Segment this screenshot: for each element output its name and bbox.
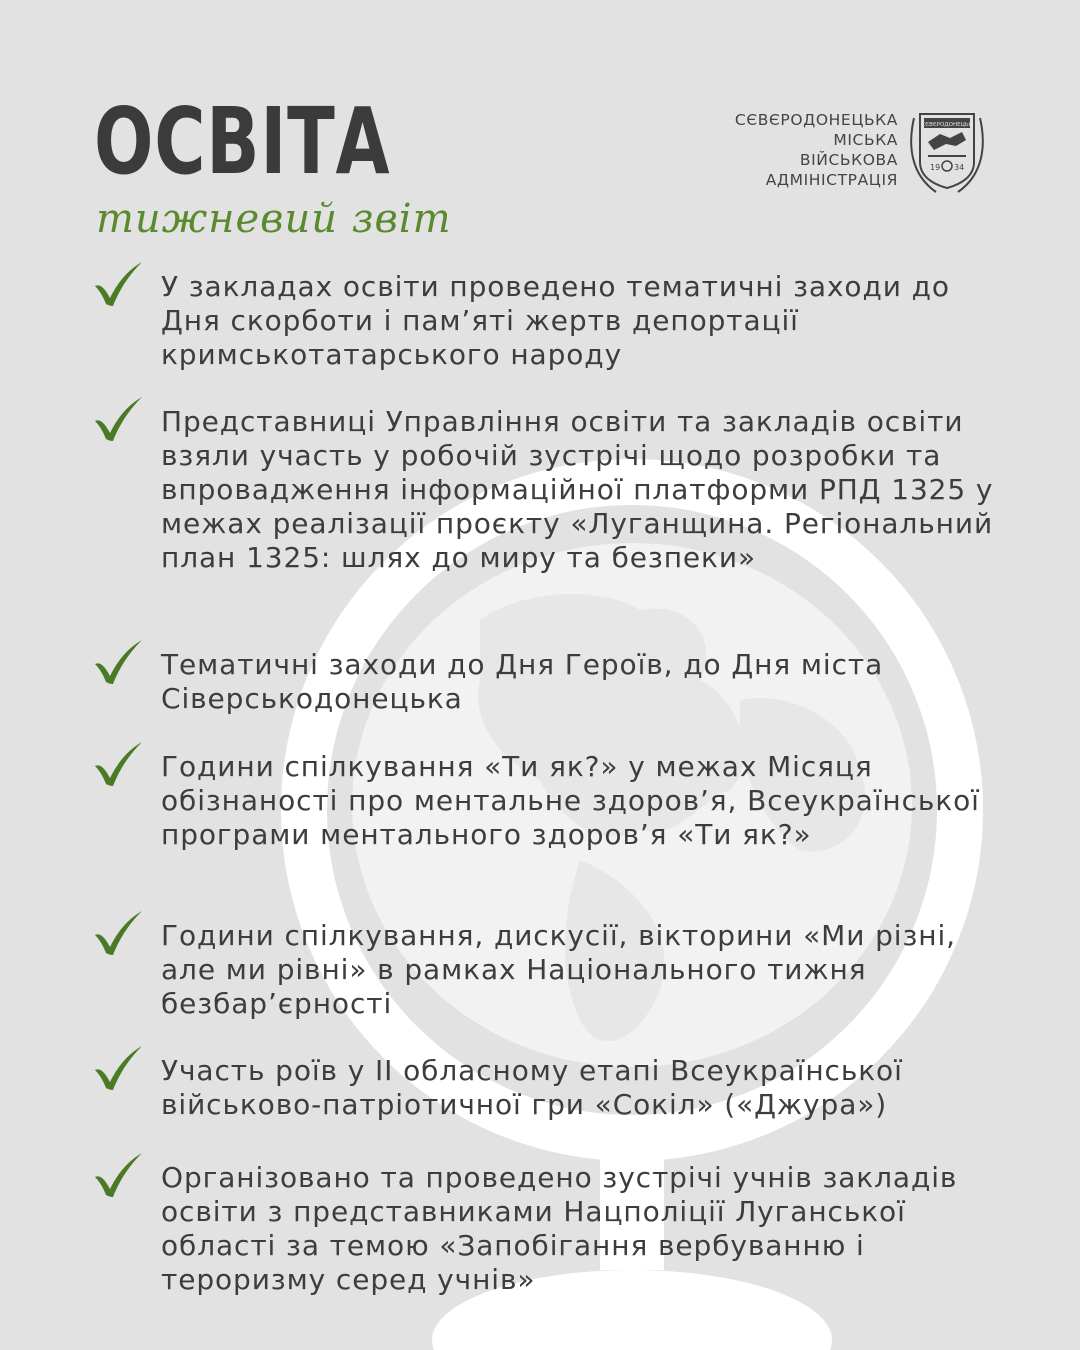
emblem-year-right: 34 <box>954 163 965 172</box>
city-emblem-icon <box>906 104 988 196</box>
list-item <box>92 919 1012 1054</box>
list-item-text: Участь роїв у ІІ обласному етапі Всеукраїнської військово-патріотичної гри «Сокіл» («Джура») <box>161 1054 903 1121</box>
list-item <box>92 1054 1012 1161</box>
page-subtitle: тижневий звіт <box>96 196 452 242</box>
list-item <box>92 1161 1012 1301</box>
list-item-text: Тематичні заходи до Дня Героїв, до Дня міста Сіверськодонецька <box>161 648 884 715</box>
list-item-text: Години спілкування «Ти як?» у межах Місяця обізнаності про ментальне здоров’я, Всеукраїнської програми ментального здоров’я «Ти як?» <box>161 750 980 851</box>
list-item <box>92 270 1012 405</box>
list-item-text: Години спілкування, дискусії, вікторини «Ми різні, але ми рівні» в рамках Національного тижня безбар’єрності <box>161 919 956 1020</box>
checkmark-icon <box>92 395 144 443</box>
checkmark-icon <box>92 638 144 686</box>
emblem-year-left: 19 <box>930 163 941 172</box>
list-item-text: У закладах освіти проведено тематичні заходи до Дня скорботи і пам’яті жертв депортації кримськотатарського народу <box>161 270 950 371</box>
report-list <box>92 270 1012 1301</box>
checkmark-icon <box>92 1151 144 1199</box>
checkmark-icon <box>92 909 144 957</box>
checkmark-icon <box>92 260 144 308</box>
list-item <box>92 648 1012 750</box>
checkmark-icon <box>92 740 144 788</box>
page-title: ОСВІТА <box>94 88 391 195</box>
organization-name <box>735 110 898 190</box>
list-item <box>92 750 1012 919</box>
organization-line-4: АДМІНІСТРАЦІЯ <box>765 171 898 189</box>
organization-line-2: МІСЬКА <box>833 131 898 149</box>
checkmark-icon <box>92 1044 144 1092</box>
organization-line-1: СЄВЄРОДОНЕЦЬКА <box>734 111 898 129</box>
organization-block <box>735 104 988 196</box>
list-item-text: Організовано та проведено зустрічі учнів закладів освіти з представниками Нацполіції Луганської області за темою «Запобігання вербуванню і тероризму серед учнів» <box>161 1161 958 1296</box>
emblem-bird <box>928 132 966 150</box>
list-item <box>92 405 1012 648</box>
organization-line-3: ВІЙСЬКОВА <box>799 151 898 169</box>
list-item-text: Представниці Управління освіти та закладів освіти взяли участь у робочій зустрічі щодо розробки та впровадження інформаційної платформи РПД 1325 у межах реалізації проєкту «Луганщина. Регіональний план 1325: шлях до миру та безпеки» <box>161 405 994 574</box>
emblem-banner-text: СЄВЄРОДОНЕЦЬК <box>921 122 973 128</box>
